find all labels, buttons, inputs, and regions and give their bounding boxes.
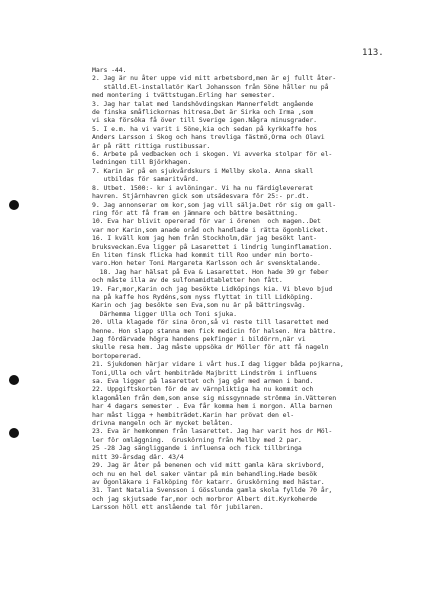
diary-line: Anders Larsson i Skog och hans trevliga fästmö,Orma och Olavi — [92, 133, 325, 142]
diary-line: 8. Utbet. 1500:- kr i avlöningar. Vi ha nu färdiglevererat — [92, 183, 314, 192]
diary-line: 20. Ulla klagade för sina öron,så vi reste till lasarettet med — [92, 318, 329, 327]
diary-line: bortopererad. — [92, 351, 142, 360]
diary-line: Mars -44. — [92, 66, 127, 74]
diary-line: av Ögonläkare i Falköping för katarr. Gruskörning med hästar. — [92, 477, 325, 486]
diary-line: havren. Stjärnhavren gick som utsädesvara för 25:- pr.dt. — [92, 192, 310, 201]
diary-line: var mor Karin,som anade oråd och handlade i rätta ögonblicket. — [92, 225, 329, 234]
diary-line: 2. Jag är nu åter uppe vid mitt arbetsbord,men är ej fullt åter- — [92, 74, 337, 83]
diary-line: na på kaffe hos Rydéns,som nyss flyttat in till Lidköping. — [92, 292, 314, 301]
diary-line: ledningen till Björkhagen. — [92, 158, 192, 167]
diary-line: skulle resa hem. Jag måste uppsöka dr Möller för att få nageln — [92, 343, 329, 352]
diary-line: ställd.El-installatör Karl Johansson från Söne håller nu på — [92, 82, 329, 91]
diary-line: 19. Far,mor,Karin och jag besökte Lidköpings kia. Vi blevo bjud — [92, 284, 333, 293]
diary-line: de finska småflickornas hitresa.Det är Sirka och Irma ,som — [92, 108, 314, 117]
diary-line: har 4 dagars semester . Eva får komma hem i morgon. Alla barnen — [92, 402, 333, 411]
diary-line: varo.Hon heter Toni Margareta Karlsson och är svensktalande. — [92, 259, 321, 268]
diary-line: 18. Jag har hälsat på Eva & Lasarettet. Hon hade 39 gr feber — [92, 267, 329, 276]
diary-line: Larsson höll ett anslående tal för jubilaren. — [92, 503, 264, 512]
diary-line: 9. Jag annonserar om kor,som jag vill sälja.Det rör sig om gall- — [92, 200, 337, 209]
diary-line: drivna mangeln och är mycket belåten. — [92, 419, 234, 428]
diary-line: Toni,Ulla och vårt hembiträde Majbritt Lindström i influens — [92, 368, 317, 377]
diary-line: 7. Karin är på en sjukvårdskurs i Mellby skola. Anna skall — [92, 166, 314, 175]
diary-line: mitt 39-årsdag där. 43/4 — [92, 452, 184, 461]
diary-line: En liten finsk flicka had kommit till Roo under min borto- — [92, 250, 314, 259]
diary-text — [92, 66, 420, 512]
diary-line: och jag skjutsade far,mor och morbror Albert dit.Kyrkoherde — [92, 494, 317, 503]
diary-line: henne. Hon slapp stanna men fick medicin för halsen. Nra bättre. — [92, 326, 337, 335]
diary-line: 16. I kväll kom jag hem från Stockholm,där jag besökt lant- — [92, 234, 317, 243]
diary-line: med montering i tvättstugan.Erling har semester. — [92, 91, 276, 100]
diary-line: 22. Uppgiftskorten för de av värnpliktiga ha nu kommit och — [92, 385, 314, 394]
diary-line: vi ska försöka få över till Sverige igen.Några minusgrader. — [92, 116, 317, 125]
diary-line: utbildas för samaritvård. — [92, 175, 199, 184]
diary-line: bruksveckan.Eva ligger på Lasarettet i lindrig lunginflamation. — [92, 242, 333, 251]
diary-line: ler för omläggning. Gruskörning från Mellby med 2 par. — [92, 435, 302, 444]
diary-line: och nu en hel del saker väntar på min behandling.Hade besök — [92, 469, 317, 478]
punch-hole-top — [9, 200, 19, 210]
diary-line: och måste illa av de sulfonamidtabletter hon fått. — [92, 276, 283, 285]
diary-line: 29. Jag är åter på benenen och vid mitt gamla kära skrivbord, — [92, 461, 325, 470]
diary-line: har måst ligga + hembiträdet.Karin har prövat den el- — [92, 410, 295, 419]
diary-line: 10. Eva har blivit opererad för var i örenen och magen..Det — [92, 217, 321, 226]
diary-line: 5. I e.m. ha vi varit i Söne,kia och sedan på kyrkkaffe hos — [92, 124, 317, 133]
punch-hole-middle — [9, 375, 19, 385]
punch-hole-bottom — [9, 428, 19, 438]
diary-line: 6. Arbete på vedbacken och i skogen. Vi avverka stolpar för el- — [92, 150, 333, 159]
diary-line: Jag fördärvade högra handens pekfinger i bildörrn,när vi — [92, 335, 306, 343]
diary-line: ring för att få fram en jämnare och bättre besättning. — [92, 208, 298, 217]
diary-line: 21. Sjukdomen härjar vidare i vårt hus.I dag ligger båda pojkarna, — [92, 360, 344, 369]
diary-line: Därhemma ligger Ulla och Toni sjuka. — [92, 309, 237, 318]
diary-line: är på rätt rittiga rustibussar. — [92, 141, 211, 150]
diary-line: 31. Tant Natalia Svensson i Gösslunda gamla skola fyllde 70 år, — [92, 486, 333, 495]
diary-line: 23. Eva är hemkommen från lasarettet. Jag har varit hos dr Möl- — [92, 427, 333, 436]
page-number: 113. — [362, 48, 384, 58]
diary-line: klagomålen från dem,som anse sig missgynnade strömma in.Vätteren — [92, 393, 337, 402]
diary-line: sa. Eva ligger på lasarettet och jag går med armen i band. — [92, 377, 314, 386]
diary-line: 25 -28 Jag sängliggande i influensa och fick tillbringa — [92, 444, 302, 453]
diary-line: 3. Jag har talat med landshövdingskan Mannerfeldt angående — [92, 99, 314, 108]
diary-line: Karin och jag besökte sen Eva,som nu är på bättringsväg. — [92, 301, 306, 310]
